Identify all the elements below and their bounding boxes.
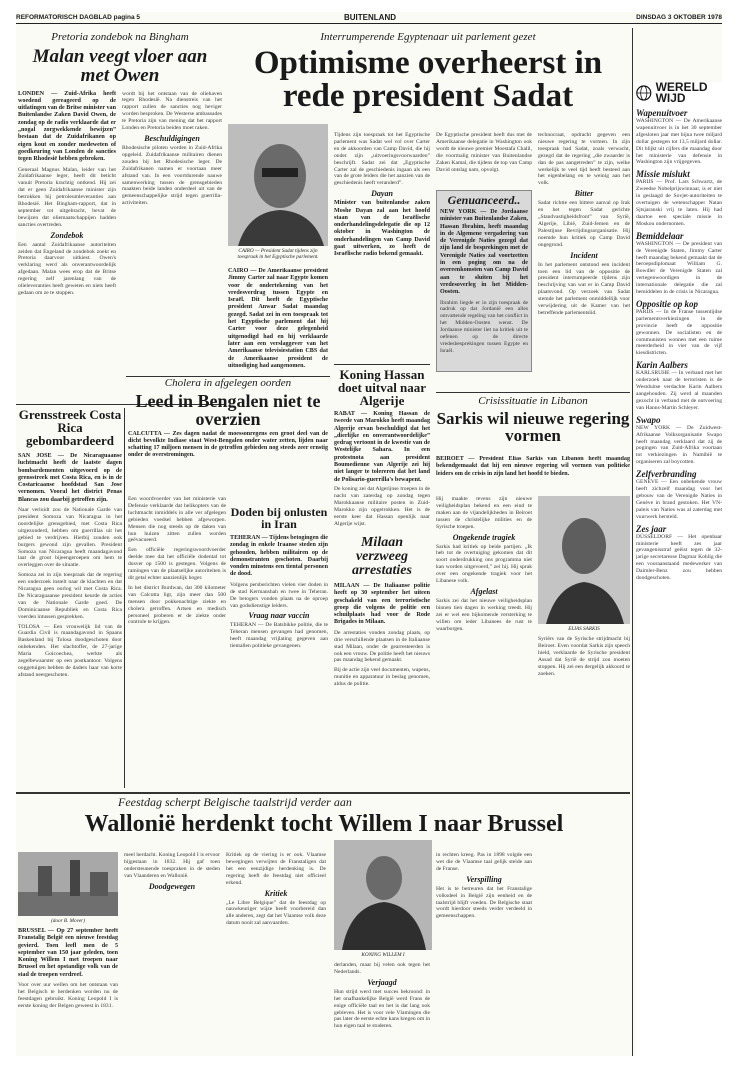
article-body: Minister van buitenlandse zaken Moshe Dayan zal aan het hoofd staan van de Israëlische onderhandelingsdelegatie die op 12 oktober in Washington de onderhandelingen van Camp David gaat uitwerken, zo heeft de Israëlische radio bekend gemaakt. [334, 200, 430, 258]
article-body: „Le Libre Belgique” dat de feestdag op nauwkeuriger wijze heeft voorbereid dan alle anderen, zegt dat het Vlaamse volk deze datum nooit zal aanvaarden. [226, 899, 326, 927]
article-headline: Milaan verzweeg arrestaties [352, 536, 412, 578]
article-lead: RABAT — Koning Hassan de tweede van Marokko heeft maandag Algerije ervan beschuldigd dat het „dierlijke en onverantwoordelijke” gedrag vertoont in de kwestie van de Westelijke Sahara. In een protestnota aan president Boumedienne van Algerije zei hij niet langer te tolereren dat het land de Polisario-guerrilla's bewapent. [334, 411, 430, 483]
article-body: Somoza zei in zijn toespraak dat de regering een onderzoek instelt naar de klachten en dat Nicaragua geen oorlog wil met Costa Rica. De Nicaraguaanse president keurde de acties van de Nationale Garde goed. De Dominicaanse Republiek en Costa Rica voerden intussen gesprekken. [18, 572, 122, 620]
world-news-column [636, 82, 722, 1056]
article-kicker: Interrumperende Egyptenaar uit parlement gezet [320, 32, 536, 43]
article-body: In het parlement ontstond een incident toen een lid van de oppositie de president interrumpeerde tijdens zijn beschrijving van wat er in Camp David plaatsvond. Op verzoek van Sadat stemde het parlement onmiddellijk voor verwijdering uit de Kamer van het betreffende parlementslid. [538, 261, 630, 316]
article-wallonie-lead [18, 928, 118, 1056]
article-body: Een woordvoerder van het ministerie van Defensie verklaarde dat helikopters van de luchtmacht inmiddels in alle ver afgelegen gebieden voedsel hebben afgeworpen. Mensen die nog steeds op de daken van hun huizen zitten zullen worden geëvacueerd. [128, 496, 226, 544]
article-body: TOLOSA — Een vrouwelijk lid van de Guardia Civil is maandagavond in Spaans Baskenland bij Tolosa doodgeschoten door onbekenden. Het slachtoffer, de 27-jarige Maria Goicoechea, werkte als zegelbewaarster op een postkantoor. Volgens ooggetuigen hebben de daders haar van korte afstand neergeschoten. [18, 623, 122, 678]
subheading: Incident [570, 250, 598, 260]
article-body: De arrestaties vonden zondag plaats, op drie verschillende plaatsen in de Italiaanse stad Milaan, onder de gearresteerden is ook een vrouw. De politie heeft het nieuws pas maandag bekend gemaakt. [334, 629, 430, 664]
header-left: REFORMATORISCH DAGBLAD pagina 5 [16, 14, 140, 21]
article-body: Een officiële regeringswoordvoerder deelde mee dat het officiële dodental tot dusver op 1500 is gestegen. Volgens de ramingen van de plaatselijke autoriteiten is dit getal echter aanzienlijk hoger. [128, 547, 226, 581]
article-body: De koning zei dat Algerijnse troepen in de nacht van zaterdag op zondag tegen Marokkaanse militaire posten in Zuid-Marokko zijn opgetrokken. Het is de eerste keer dat Hassan openlijk naar Algerije wijst. [334, 485, 430, 527]
photo-caption: ELIAS SARKIS [568, 626, 600, 632]
world-news-item-title: Swapo [636, 414, 661, 425]
article-lead: MILAAN — De Italiaanse politie heeft op 30 september het uiteen geschakeld van een terroristische groep die volgens de politie een schuilplaats had voor de Rode Brigades in Milaan. [334, 583, 430, 626]
photo-caption: KONING WILLEM I [361, 952, 405, 958]
article-headline: Sarkis wil nieuwe regering vormen [436, 408, 630, 445]
article-body: Hij maakte tevens zijn nieuwe veiligheidsplan bekend en een eind te maken aan de vijandelijkheden in Beiroet tussen de christelijke milities en de Syrische troepen. [436, 496, 532, 530]
header-section: BUITENLAND [344, 13, 396, 22]
world-news-logo [636, 82, 722, 104]
world-news-item-body: WASHINGTON — De president van de Verenigde Staten, Jimmy Carter heeft maandag bekend gemaakt dat de beroepsdiplomaat William G. Bowdler de Verenigde Staten zal vertegenwoordigen in de internationale delegatie die zal bemiddelen in de crisis in Nicaragua. [636, 240, 722, 296]
article-lead: BEIROET — President Elias Sarkis van Libanon heeft maandag bekendgemaakt dat hij een nieuwe regering wil vormen van politieke leiders om de crisis in zijn land het hoofd te bieden. [436, 456, 630, 477]
newspaper-page [16, 12, 722, 1056]
article-wallonie-continued [334, 962, 430, 1056]
subheading: Doodgewegen [148, 881, 196, 891]
world-news-item-body: NEW YORK — De Zuidwest-Afrikaanse Volksorganisatie Swapo heeft maandag verklaard dat zij de pogingen van Zuid-Afrika voortaan tot verkiezingen in Namibië te organiseren zal boycotten. [636, 424, 722, 466]
article-egypt-lead [228, 268, 328, 374]
article-headline: Doden bij onlusten in Iran [230, 505, 328, 531]
article-body: meel herdacht. Koning Leopold I is ervoor bijgestaan in 1832. Hij gaf toen ondersteunende toespraken in de steden van Vlaanderen en Wallonië. [124, 852, 220, 879]
article-body: in rechten kreeg. Pas in 1898 volgde een wet die de Vlaamse taal gelijk stelde aan de Franse. [436, 852, 532, 872]
article-body: Kritiek op de viering is er ook. Vlaamse bewegingen verwijten de Franstaligen dat het een eenzijdige herdenking is. De regering heeft de feestdag niet officieel erkend. [226, 852, 326, 886]
subheading: Dayan [371, 189, 393, 199]
world-news-item-body: GENEVE — Een onbekende vrouw heeft zichzelf maandag voor het gebouw van de Verenigde Naties in Genève in brand gestoken. Het VN-paleis van Naties was al zaterdag met vuurwerk hersteld. [636, 479, 722, 520]
article-body: Het is te betreuren dat het Franstalige volksdeel in België zijn eenheid en de taalstrijd blijft voeden. De Belgische staat wordt hierdoor steeds verder verdeeld in gemeenschappen. [436, 885, 532, 920]
subheading: Bitter [574, 189, 594, 199]
article-hassan [334, 368, 430, 530]
box-body: Ibrahim liegde er in zijn toespraak de nadruk op dat Jordanië een alles omvattende regeling van het conflict in het Midden-Oosten wenst. De Jordaanse minister liet na kritiek uit te oefenen op de directe vredesbesprekingen tussen Egypte en Israël. [440, 299, 528, 354]
world-news-item-title: Oppositie op kop [636, 298, 698, 309]
article-body: Sadat richtte een bittere aanval op Irak en het tegen Sadat gerichte „Standvastigheidsfront” van Syrië, Algerije, Libië, Zuid-Jemen en de Palestijnse Bevrijdingsorganisatie. Hij noemde hun kritiek op Camp David ongegrond. [538, 200, 630, 248]
world-news-title: WERELD WIJD [655, 82, 708, 105]
article-body: Tijdens zijn toespraak tot het Egyptische parlement was Sadat wel vol over Carter en de akkoorden van Camp David, die hij onder zijn „uitvoeringsvoorwaarden” beschrijft. Sadat zei dat „Egyptische Carter zal de geschiedenis ingaan als een van de grote leiders die het aanzien van de geschiedenis heeft veranderd”. [334, 132, 430, 187]
world-news-item-title: Zelfverbranding [636, 469, 697, 480]
subheading: Verjaagd [367, 977, 397, 987]
article-lebanon-body [436, 496, 532, 788]
article-body: Voor over uur wellen om het ontstaan van het Belgisch te herdenken worden nu de feestdagen gebruikt. Koning Leopold I is eerste koning der Belgen geweest in 1831. [18, 982, 118, 1009]
world-news-item-title: Zes jaar [636, 523, 667, 534]
article-body: In het district Burdwan, dat 300 kilometer van Calcutta ligt, zijn meer dan 500 mensen door pokkenachtige ziekte en cholera getroffen. Artsen en medisch personeel proberen er de ziekte onder controle te krijgen. [128, 584, 226, 626]
world-news-item-body: DÜSSELDORF — Het openbaar ministerie heeft zes jaar gevangenisstraf geëist tegen de 32-jarige secretaresse Dagmar Kohlig die een vooraanstaand medewerker van Daimler-Benz zou hebben doodgeschoten. [636, 533, 722, 582]
box-genuanceerd [436, 190, 532, 372]
article-egypt-continued [538, 132, 630, 392]
article-kicker: Cholera in afgelegen oorden [164, 378, 292, 389]
article-body: TEHERAN — De Batsbikke politie, die te Teheran mensen gevangen had genomen, heeft maandag vrijlating gegeven aan tientallen politieke gevangenen. [230, 622, 328, 650]
article-lead: SAN JOSE — De Nicaraguaanse luchtmacht heeft de laatste dagen bombardementen uitgevoerd op de grensstreek met Costa Rica, en is in de Costaricaanse hoofdstad San Jose vernomen. Vooral het district Penas Blancas zou daarbij getroffen zijn. [18, 453, 122, 503]
brussels-photo [18, 852, 118, 916]
photo-caption: (door B. Mover) [51, 918, 85, 924]
subheading: Vraag naar vaccin [248, 611, 310, 621]
page-header [16, 12, 722, 24]
article-body: Hun strijd werd met succes bekroond: in het onafhankelijke België werd Frans de enige officiële taal en het is dat lang ook gebleven. Het is voor vele Vlamingen die pas later de eerste echte kans kregen om in hun eigen taal te studeren. [334, 988, 430, 1030]
article-costa-rica [18, 408, 122, 800]
article-body: Sarkis had kritiek op beide partijen. „Ik heb tot de overtuiging gekomen dat dit soort onderdrukking ons programma niet kan worden uitgevoerd,” zei hij. Hij sprak over een ongekende tragiek voor het Libanese volk. [436, 543, 532, 585]
article-egypt-header [228, 32, 628, 128]
article-wallonie-body [226, 852, 326, 1056]
article-body: technocraat, opdracht gegeven een nieuwe regering te vormen. In zijn toespraak had Sadat, zoals verwacht, gezegd dat de regering „die zwaarder is dan de pas aangetreden” te zijn, welke werkelijk te veel tijd heeft besteed aan het eigenbelang en te weinig aan het volk. [538, 132, 630, 187]
world-news-item-title: Bemiddelaar [636, 230, 684, 241]
article-iran [230, 496, 328, 788]
article-cholera-body [128, 496, 226, 788]
article-lead: BRUSSEL — Op 27 september heeft Franstalig België een nieuwe feestdag gevierd. Toen leefl men de 5 september van 150 jaar geleden, toen Koning Willem I met troepen naar Brussel en het opstandige volk van de stad de troepen verdreef. [18, 928, 118, 978]
article-kicker: Pretoria zondebok na Bingham [51, 32, 189, 43]
subheading: Zondebok [50, 230, 84, 240]
world-news-item-title: Wapenuitvoer [636, 108, 688, 118]
article-malan [18, 32, 222, 412]
article-headline: Grensstreek Costa Rica gebombardeerd [18, 408, 122, 448]
article-body: Een aantal Zuidafrikaanse autoriteiten zeiden dat Engeland de zondebok zoekt en Pretoria daarvoor uitkiest. Owen's verklaring werd als onverantwoordelijk afgedaan. Malan wees erop dat de Britse regering zelf jarenlang van de olieleveranties heeft geweten en niets heeft gedaan om ze te stoppen. [18, 241, 116, 297]
world-news-items [636, 108, 722, 582]
box-body: NEW YORK — De Jordaanse minister van Buitenlandse Zaken, Hassan Ibrahim, heeft maandag in de Algemene vergadering van de Verenigde Naties gezegd dat zijn land de besprekingen met de Verenigde Naties zal voortzetten in een poging om na de overeenkomsten van Camp David aan te sluiten bij het vredesoverleg in het Midden-Oosten. [440, 209, 528, 296]
article-body: Generaal Magnus Malan, leider van het Zuidafrikaanse leger, heeft dit beticht vanuit Pretoria krachtig ontkend. Hij zei dat er geen Zuidafrikaanse minister zijn betrokken bij petroleumleveranties aan Rhodesië. Het Bingham-rapport, dat in september tot uitgebracht, bevat de bewijzen dat oliemaatschappijen hadden sancties overtreden. [18, 166, 116, 228]
world-news-item-title: Karin Aalbers [636, 360, 688, 371]
world-news-item-body: PARIJS — In de Franse tussentijdse parlementsverkiezingen in de provincie heeft de oppositie gewonnen. De socialisten en de communisten wonnen met een ruime meerderheid in vier van de vijf kiesdistricten. [636, 308, 722, 357]
article-wallonie-body [124, 852, 220, 1056]
article-kicker: Feestdag scherpt Belgische taalstrijd verder aan [118, 796, 352, 809]
article-headline: Koning Hassan doet uitval naar Algerije [337, 368, 427, 408]
article-body: Bij de actie zijn veel documenten, wapens, munitie en apparatuur in beslag genomen, aldus de politie. [334, 667, 430, 688]
article-body: Naar verluidt zou de Nationale Garde van president Somoza van Nicaragua in het noordelijke grensgebied, met Costa Rica uitgezonderd, hebben om guerrillas uit het gebied te verdrijven. Hierbij zouden ook burgers gewond zijn gevallen. President Somoza van Nicaragua heeft maandagavond laat de groot bijeengeroepen om hem te overleggen over de situatie. [18, 507, 122, 569]
subheading: Afgelast [470, 586, 498, 596]
article-body: wordt bij het ontstaan van de oliehaven tegen Rhodesië. Na dienstreis van het rapport zullen de sancties nog heviger worden besproken. De Westerse ambassades te Pretoria zijn van mening dat het rapport Londen en Pretoria beiden moet raken. [122, 90, 222, 132]
article-egypt-body [334, 132, 430, 364]
article-cholera [128, 378, 328, 490]
sarkis-photo [538, 496, 630, 624]
article-kicker: Crisissituatie in Libanon [478, 396, 588, 407]
article-headline: Optimisme overheerst in rede president Sadat [253, 44, 603, 114]
article-headline: Malan veegt vloer aan met Owen [32, 45, 208, 86]
world-news-item-body: KARLSRUHE — In verband met het onderzoek naar de terroristen is de Westduitse verdachte Karin Aalbers aangehouden. Zij werd al maanden gezocht in verband met de ontvoering van Hanns-Martin Schleyer. [636, 370, 722, 411]
photo-caption: CAIRO — President Sadat tijdens zijn toespraak in het Egyptische parlement. [237, 248, 319, 260]
subheading: Verspilling [466, 874, 502, 884]
article-body: De Egyptische president heeft dus met de Amerikaanse delegatie in Washington ook wordt de nieuwe premier Moestafa Chalil, die voormalig minister van Buitenlandse Zaken Kamal, die tijdens de top van Camp David ontslag nam, opvolgt. [436, 132, 532, 173]
world-news-item-body: PARIJS — Prof. Lars Schwartz, de Zweedse Nobelprijswinnaar, is er niet in geslaagd de Sovjet-autoriteiten te overtuigen de wetenschapper Natan Sjtsjaranski vrij te laten. Hij had daartoe een speciale missie in Moskou ondernomen. [636, 179, 722, 227]
globe-icon [636, 83, 652, 103]
article-lead: CALCUTTA — Zes dagen nadat de moessonregens een groot deel van de dicht bevolkte Indiase staat West-Bengalen onder water zetten, lijden naar schatting 17 miljoen mensen in de getroffen gebieden nog steeds zeer ernstig onder de overstromingen. [128, 430, 328, 459]
article-body: Volgens persberichten vielen vier doden in de stad Kermanshah en twee in Teheran. De betogers vonden plaats na de oproep van godsdienstige leiders. [230, 581, 328, 609]
subheading: Kritiek [264, 888, 288, 898]
article-wallonie-header [18, 796, 630, 856]
sadat-photo [228, 124, 328, 246]
article-body: Sarkis zei dat het nieuwe veiligheidsplan binnen tien dagen in werking treedt. Hij zei er wel een bijkomende versterking te willen om ieder Libanees de rust te waarborgen. [436, 597, 532, 632]
article-body: Rhodesische piloten worden in Zuid-Afrika opgeleid. Zuidafrikaanse militairen dienen zouden bij het Rhodesische leger. De Zuidafrikanen namen er voortaan meer afstand van. In een voortdurende nauwe samenwerking tussen de grensgebieden maakten beide landen onderdeel uit van de gemeenschappelijke strijd tegen guerrilla-activiteiten. [122, 144, 222, 207]
article-body: derlanden, maar bij velen ook tegen het Nederlands. [334, 962, 430, 975]
article-lead: CAIRO — De Amerikaanse president Jimmy Carter zal naar Egypte komen voor de ondertekening van het vredesverdrag tussen Egypte en Israël. Dit heeft de Egyptische president Anwar Sadat maandag gezegd. Sadat zei in een toespraak tot het Egyptische parlement dat hij Carter voor deze gelegenheid uitgenodigd had en hij verklaarde later aan een verslaggever van het Amerikaanse televisiestation CBS dat de Amerikaanse president de uitnodiging had aangenomen. [228, 268, 328, 369]
world-news-item-body: WASHINGTON — De Amerikaanse wapenuitvoer is in het 30 september afgesloten jaar met bijna twee miljard dollar gestegen tot 13,5 miljard dollar. Dit blijkt uit cijfers die maandag door het ministerie van defensie in Washington zijn vrijgegeven. [636, 118, 722, 166]
article-headline: Leed in Bengalen niet te overzien [135, 390, 321, 429]
article-headline: Wallonië herdenkt tocht Willem I naar Brussel [84, 810, 564, 837]
article-milaan [334, 536, 430, 790]
article-lead: TEHERAN — Tijdens betogingen die zondag in enkele Iraanse steden zijn gehouden, hebben militairen op de demonstranten geschoten. Daarbij vonden minstens een tiental personen de dood. [230, 535, 328, 578]
article-body: Syriërs van de Syrische strijdmacht bij Beiroet. Even voordat Sarkis zijn speech hield, verklaarde de Syrische president Assad dat Syrië de strijd zou moeten stoppen. Hij zei een dergelijk akkoord te zoeken. [538, 636, 630, 677]
willem-portrait [334, 840, 432, 950]
header-date: DINSDAG 3 OKTOBER 1978 [636, 14, 722, 21]
article-lebanon-continued [538, 636, 630, 788]
article-lebanon-lead [436, 456, 630, 492]
article-wallonie-continued [436, 852, 532, 1056]
article-egypt-body [436, 132, 532, 192]
subheading: Ongekende tragiek [452, 532, 516, 542]
box-headline: Genuanceerd.. [447, 193, 521, 207]
article-lead: LONDEN — Zuid-Afrika heeft woedend gereageerd op de uitlatingen van de Britse minister van Buitenlandse Zaken David Owen, de zondag op de radio verklaarde dat er „nogal zorgwekkende bewijzen” bestaan dat de Zuidafrikanen op eigen kout en zonder medeweten of goedkeuring van Londen de sancties tegen Rhodesië hebben gebroken. [18, 90, 116, 163]
subheading: Beschuldigingen [144, 133, 200, 143]
world-news-item-title: Missie mislukt [636, 169, 690, 180]
